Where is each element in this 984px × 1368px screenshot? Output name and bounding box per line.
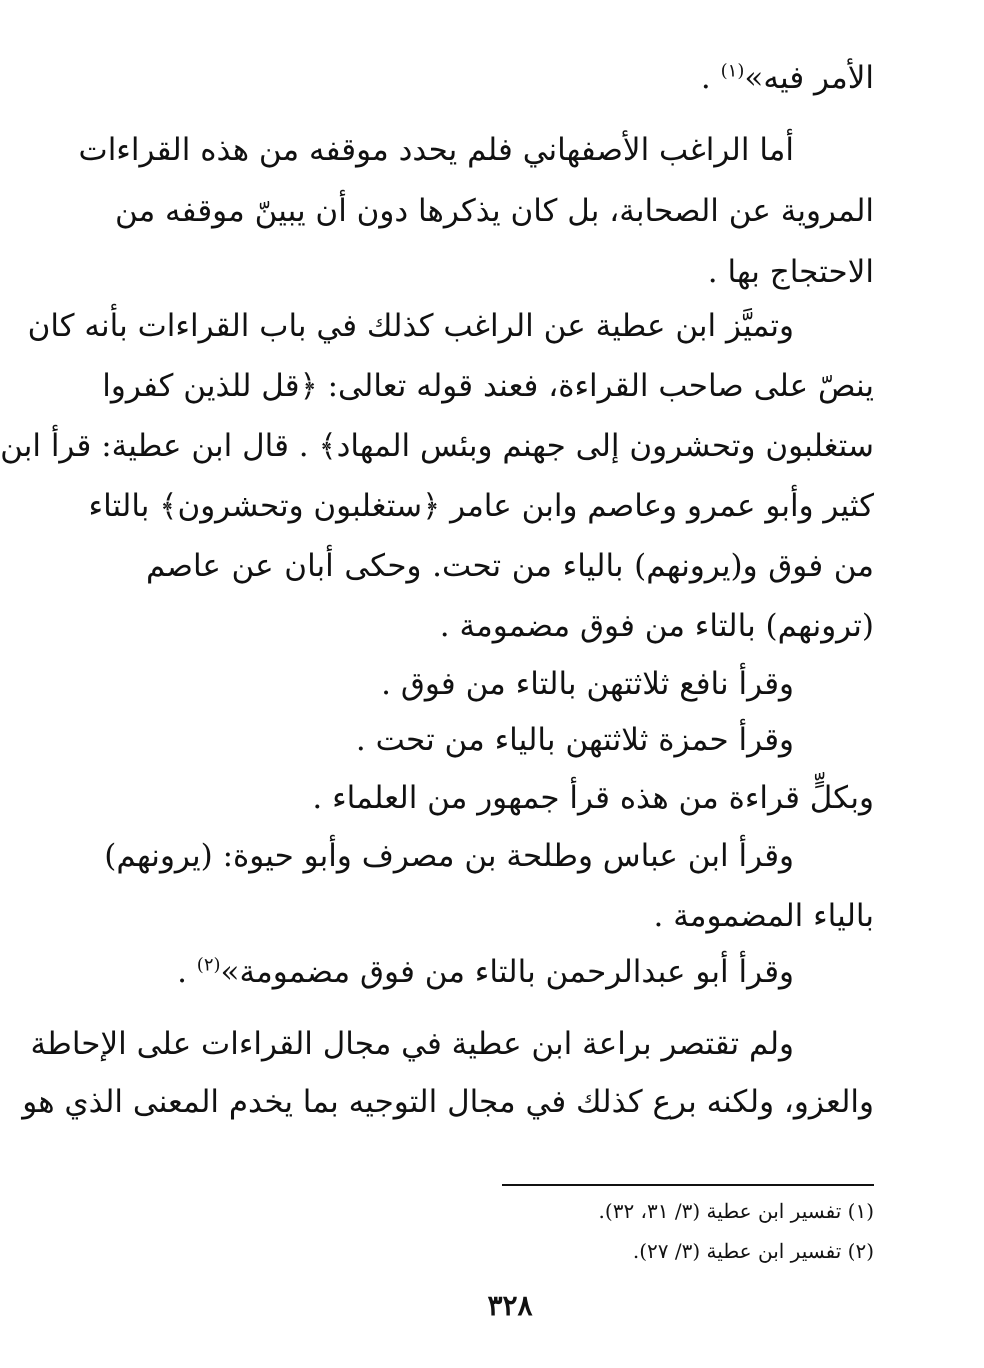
footnote-ref-2[interactable]: (٢) <box>196 954 221 976</box>
line-text: والعزو، ولكنه برع كذلك في مجال التوجيه بما يخدم المعنى الذي هو <box>22 1084 874 1120</box>
footnote-1 <box>146 1196 874 1226</box>
text-line-6 <box>102 358 874 414</box>
text-line-15 <box>146 888 874 944</box>
line-text: من فوق و(يرونهم) بالياء من تحت. وحكى أبان عن عاصم <box>146 548 874 584</box>
line-text: وقرأ ابن عباس وطلحة بن مصرف وأبو حيوة: (يرونهم) <box>104 838 794 874</box>
footnote-ref-1[interactable]: (١) <box>720 60 745 82</box>
line-text: ينصّ على صاحب القراءة، فعند قوله تعالى: ﴿قل للذين كفروا <box>102 368 874 404</box>
line-text: وقرأ نافع ثلاثتهن بالتاء من فوق . <box>381 666 794 702</box>
line-text: أما الراغب الأصفهاني فلم يحدد موقفه من هذه القراءات <box>78 132 794 168</box>
footnote-2 <box>146 1236 874 1266</box>
text-line-17 <box>30 1016 794 1072</box>
text-line-7 <box>0 418 874 474</box>
text-line-11 <box>146 656 794 712</box>
line-text: المروية عن الصحابة، بل كان يذكرها دون أن يبينّ موقفه من <box>114 193 874 229</box>
text-line-4 <box>146 244 874 300</box>
footnote-divider <box>502 1184 874 1186</box>
line-text: بالياء المضمومة . <box>653 898 874 934</box>
line-text: وقرأ حمزة ثلاثتهن بالياء من تحت . <box>355 722 794 758</box>
text-line-14 <box>104 828 794 884</box>
line-text: ولم تقتصر براعة ابن عطية في مجال القراءات على الإحاطة <box>30 1026 794 1062</box>
text-line-9 <box>146 538 874 594</box>
line-text: كثير وأبو عمرو وعاصم وابن عامر ﴿ستغلبون وتحشرون﴾ بالتاء <box>88 488 874 524</box>
text-line-3 <box>114 183 874 239</box>
text-line-5 <box>27 298 794 354</box>
footnote-text: (٢) تفسير ابن عطية (٣/ ٢٧). <box>632 1239 874 1263</box>
page-number: ٣٢٨ <box>487 1289 533 1322</box>
line-tail: . <box>177 954 197 990</box>
line-text: وتميَّز ابن عطية عن الراغب كذلك في باب القراءات بأنه كان <box>27 308 794 344</box>
line-tail: . <box>700 60 721 96</box>
text-line-1 <box>146 50 874 106</box>
line-text: ستغلبون وتحشرون إلى جهنم وبئس المهاد﴾ . قال ابن عطية: قرأ ابن <box>0 428 874 464</box>
text-line-10 <box>146 598 874 654</box>
footnote-text: (١) تفسير ابن عطية (٣/ ٣١، ٣٢). <box>598 1199 874 1223</box>
text-line-2 <box>78 122 794 178</box>
text-line-13 <box>146 770 874 826</box>
line-text: وبكلٍّ قراءة من هذه قرأ جمهور من العلماء . <box>312 780 874 816</box>
text-line-8 <box>88 478 874 534</box>
text-line-16 <box>146 944 794 1000</box>
text-line-18 <box>22 1074 874 1130</box>
line-text: وقرأ أبو عبدالرحمن بالتاء من فوق مضمومة» <box>220 954 794 990</box>
line-text: (ترونهم) بالتاء من فوق مضمومة . <box>439 608 874 644</box>
text-line-12 <box>146 712 794 768</box>
line-text: الاحتجاج بها . <box>707 254 874 290</box>
line-text: الأمر فيه» <box>744 60 874 96</box>
